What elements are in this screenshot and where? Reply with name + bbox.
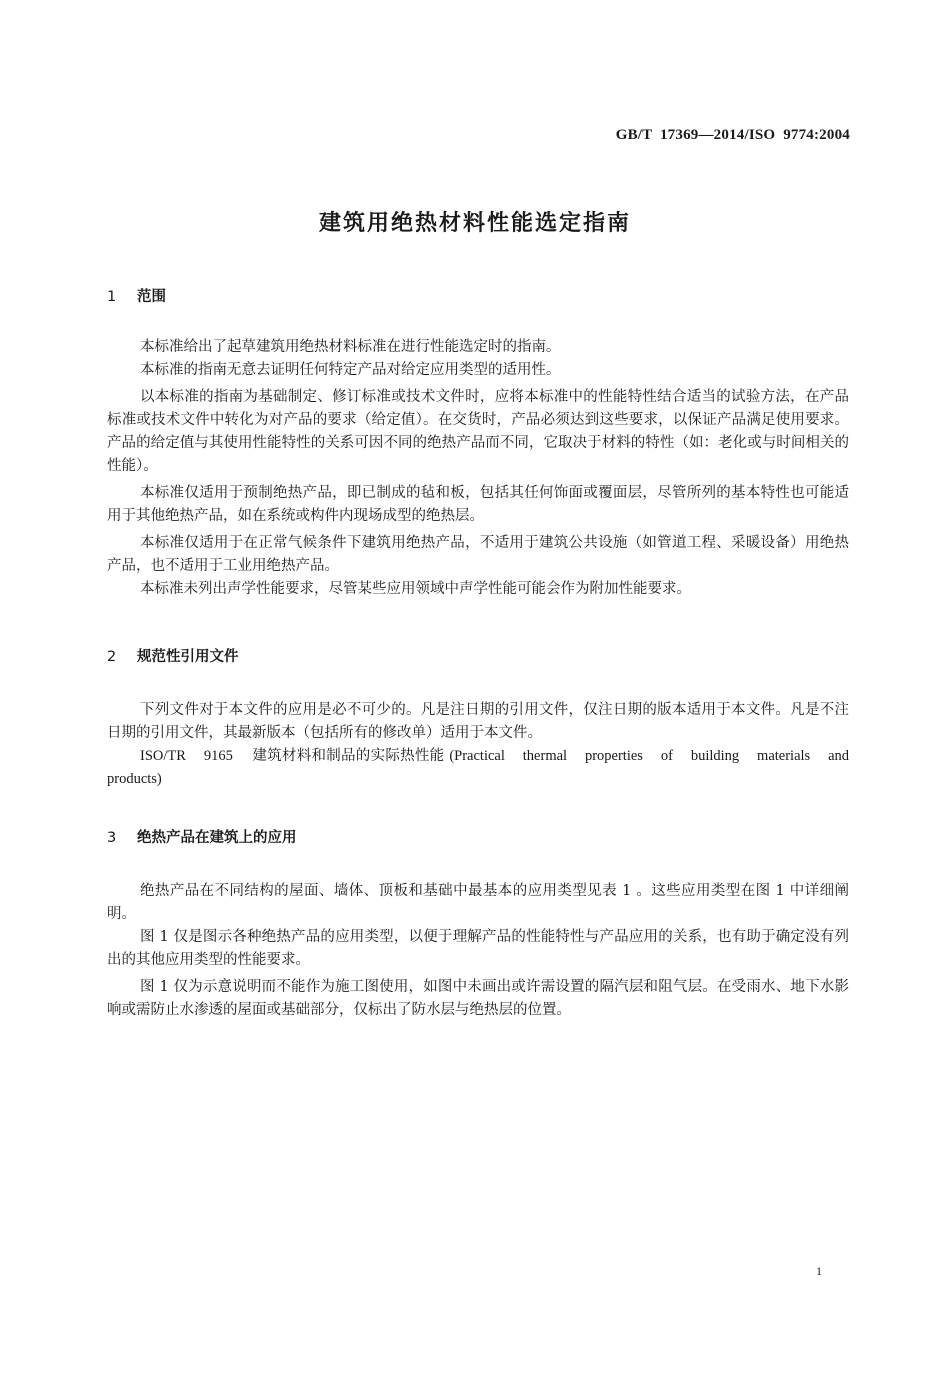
section-number: 2 (107, 649, 117, 665)
reference-code: ISO/TR 9165 (140, 748, 233, 764)
paragraph: 以本标准的指南为基础制定、修订标准或技术文件时，应将本标准中的性能特性结合适当的试验方法，在产品标准或技术文件中转化为对产品的要求（给定值）。在交货时，产品必须达到这些要求，以保证产品满足使用要求。产品的给定值与其使用性能特性的关系可因不同的绝热产品而不同，它取决于材料的特性（如：老化或与时间相关的性能）。 (107, 389, 849, 474)
section-normative-references (107, 646, 849, 791)
section-number: 1 (107, 289, 117, 305)
section-title: 范围 (137, 289, 166, 305)
paragraph: 图 1 仅是图示各种绝热产品的应用类型，以便于理解产品的性能特性与产品应用的关系，也有助于确定没有列出的其他应用类型的性能要求。 (107, 929, 849, 968)
section-title: 绝热产品在建筑上的应用 (137, 830, 297, 846)
paragraph: 绝热产品在不同结构的屋面、墙体、顶板和基础中最基本的应用类型见表 1 。这些应用类型在图 1 中详细阐明。 (107, 883, 849, 922)
paragraph: 本标准未列出声学性能要求，尽管某些应用领域中声学性能可能会作为附加性能要求。 (140, 581, 691, 597)
document-title: 建筑用绝热材料性能选定指南 (318, 211, 631, 236)
paragraph: 本标准仅适用于预制绝热产品，即已制成的毡和板，包括其任何饰面或覆面层，尽管所列的基本特性也可能适用于其他绝热产品，如在系统或构件内现场成型的绝热层。 (107, 485, 849, 524)
section-heading (107, 646, 849, 668)
reference-title-cn: 建筑材料和制品的实际热性能 (252, 748, 445, 764)
section-applications (107, 827, 849, 1022)
paragraph: 本标准给出了起草建筑用绝热材料标准在进行性能选定时的指南。 (140, 339, 561, 355)
page-number: 1 (816, 1264, 822, 1278)
paragraph: 图 1 仅为示意说明而不能作为施工图使用，如图中未画出或许需设置的隔汽层和阻气层。在受雨水、地下水影响或需防止水渗透的屋面或基础部分，仅标出了防水层与绝热层的位置。 (107, 979, 849, 1018)
section-title: 规范性引用文件 (137, 649, 239, 665)
section-heading (107, 286, 849, 308)
paragraph: 本标准仅适用于在正常气候条件下建筑用绝热产品，不适用于建筑公共设施（如管道工程、采暖设备）用绝热产品，也不适用于工业用绝热产品。 (107, 535, 849, 574)
standard-code: GB/T 17369—2014/ISO 9774:2004 (615, 127, 850, 143)
paragraph: 本标准的指南无意去证明任何特定产品对给定应用类型的适用性。 (140, 362, 561, 378)
section-heading (107, 827, 849, 849)
reference-title-en: (Practical thermal properties of building materials and products) (107, 748, 850, 787)
paragraph: 下列文件对于本文件的应用是必不可少的。凡是注日期的引用文件，仅注日期的版本适用于本文件。凡是不注日期的引用文件，其最新版本（包括所有的修改单）适用于本文件。 (107, 702, 849, 741)
reference-entry (107, 745, 849, 791)
section-scope (107, 286, 849, 601)
section-number: 3 (107, 830, 117, 846)
